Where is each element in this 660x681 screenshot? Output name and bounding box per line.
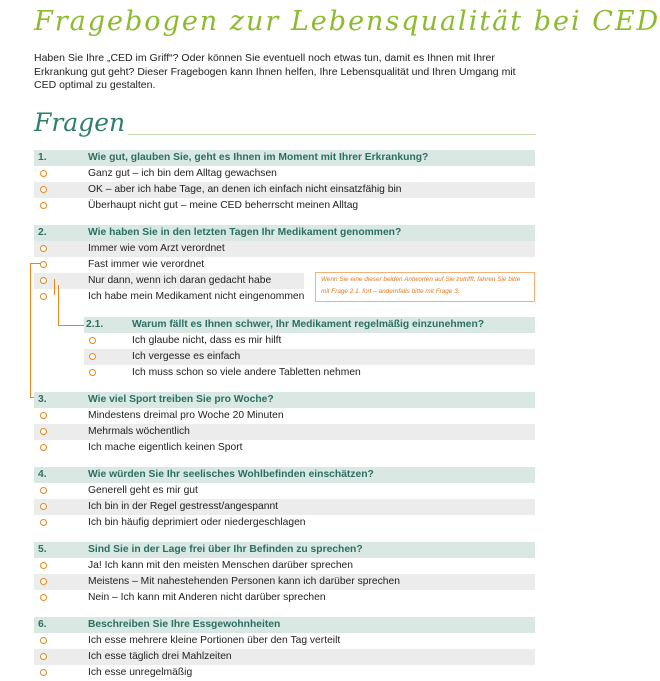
- answer-label: Ich esse mehrere kleine Portionen über den Tag verteilt: [88, 635, 341, 646]
- answer-label: Ich mache eigentlich keinen Sport: [88, 442, 243, 453]
- question-header: [34, 617, 535, 633]
- question-header: [34, 467, 535, 483]
- answer-label: Ich esse täglich drei Mahlzeiten: [88, 651, 232, 662]
- answer-option[interactable]: [34, 483, 535, 499]
- radio-bullet-icon[interactable]: [40, 594, 47, 601]
- answer-option[interactable]: [34, 257, 535, 273]
- radio-bullet-icon[interactable]: [40, 669, 47, 676]
- bracket-connector: [46, 279, 55, 295]
- answer-label: Ja! Ich kann mit den meisten Menschen darüber sprechen: [88, 560, 354, 571]
- radio-bullet-icon[interactable]: [40, 653, 47, 660]
- answer-option[interactable]: [34, 408, 535, 424]
- answer-option[interactable]: [34, 424, 535, 440]
- radio-bullet-icon[interactable]: [40, 202, 47, 209]
- answer-label: Ich bin häufig deprimiert oder niedergeschlagen: [88, 517, 306, 528]
- answer-option[interactable]: [34, 241, 535, 257]
- question-4: [34, 467, 535, 531]
- answer-option[interactable]: [34, 633, 535, 649]
- answer-option[interactable]: [34, 440, 535, 456]
- answer-label: Mehrmals wöchentlich: [88, 426, 190, 437]
- question-6: [34, 617, 535, 678]
- answer-option[interactable]: [34, 649, 535, 665]
- question-3: [34, 392, 535, 456]
- question-text: Wie würden Sie Ihr seelisches Wohlbefinden einschätzen?: [88, 469, 374, 480]
- question-number: 6.: [38, 619, 47, 630]
- question-header: [84, 317, 535, 333]
- section-heading: Fragen: [34, 108, 126, 137]
- question-header: [34, 225, 535, 241]
- bracket-to-question-2-1: [58, 285, 85, 326]
- answer-label: Ich bin in der Regel gestresst/angespannt: [88, 501, 279, 512]
- question-text: Warum fällt es Ihnen schwer, Ihr Medikament regelmäßig einzunehmen?: [132, 319, 485, 330]
- question-text: Wie haben Sie in den letzten Tagen Ihr Medikament genommen?: [88, 227, 402, 238]
- radio-bullet-icon[interactable]: [89, 337, 96, 344]
- question-text: Sind Sie in der Lage frei über Ihr Befinden zu sprechen?: [88, 544, 363, 555]
- answer-label: Ich muss schon so viele andere Tabletten nehmen: [132, 367, 361, 378]
- radio-bullet-icon[interactable]: [40, 503, 47, 510]
- instruction-note: Wenn Sie eine dieser beiden Antworten auf Sie zutrifft, fahren Sie bitte mit Frage 2.1. fort – andernfalls bitte mit Frage 3.: [315, 272, 535, 302]
- question-text: Wie viel Sport treiben Sie pro Woche?: [88, 394, 274, 405]
- answer-label: Fast immer wie verordnet: [88, 259, 205, 270]
- answer-option[interactable]: [34, 499, 535, 515]
- page-title: Fragebogen zur Lebensqualität bei CED: [34, 6, 660, 37]
- answer-option[interactable]: [34, 182, 535, 198]
- bracket-to-question-3: [30, 263, 41, 398]
- question-header: [34, 392, 535, 408]
- answer-option[interactable]: [34, 574, 535, 590]
- radio-bullet-icon[interactable]: [89, 353, 96, 360]
- question-2-1: [84, 317, 535, 381]
- intro-text: Haben Sie Ihre „CED im Griff“? Oder können Sie eventuell noch etwas tun, damit es Ihnen mit Ihrer Erkrankung gut geht? Dieser Fragebogen kann Ihnen helfen, Ihre Lebensqualität und Ihren Umgang mit CED optimal zu gestalten.: [34, 52, 516, 91]
- question-number: 1.: [38, 152, 47, 163]
- radio-bullet-icon[interactable]: [40, 186, 47, 193]
- question-header: [34, 542, 535, 558]
- answer-label: Mindestens dreimal pro Woche 20 Minuten: [88, 410, 284, 421]
- radio-bullet-icon[interactable]: [40, 562, 47, 569]
- answer-label: Nur dann, wenn ich daran gedacht habe: [88, 275, 272, 286]
- answer-label: Nein – Ich kann mit Anderen nicht darüber sprechen: [88, 592, 326, 603]
- radio-bullet-icon[interactable]: [40, 444, 47, 451]
- radio-bullet-icon[interactable]: [40, 487, 47, 494]
- answer-label: Überhaupt nicht gut – meine CED beherrscht meinen Alltag: [88, 200, 359, 211]
- radio-bullet-icon[interactable]: [40, 519, 47, 526]
- question-number: 3.: [38, 394, 47, 405]
- question-number: 2.: [38, 227, 47, 238]
- question-text: Wie gut, glauben Sie, geht es Ihnen im Moment mit Ihrer Erkrankung?: [88, 152, 429, 163]
- question-header: [34, 150, 535, 166]
- answer-label: Generell geht es mir gut: [88, 485, 198, 496]
- question-number: 2.1.: [86, 319, 104, 330]
- question-5: [34, 542, 535, 606]
- question-1: [34, 150, 535, 214]
- answer-option[interactable]: [84, 349, 535, 365]
- answer-option[interactable]: [34, 198, 535, 214]
- answer-option[interactable]: [34, 665, 535, 678]
- radio-bullet-icon[interactable]: [40, 245, 47, 252]
- answer-label: Ich habe mein Medikament nicht eingenommen: [88, 291, 305, 302]
- answer-option[interactable]: [84, 333, 535, 349]
- radio-bullet-icon[interactable]: [40, 170, 47, 177]
- answer-label: Ganz gut – ich bin dem Alltag gewachsen: [88, 168, 277, 179]
- answer-label: Ich glaube nicht, dass es mir hilft: [132, 335, 282, 346]
- answer-option[interactable]: [34, 515, 535, 531]
- answer-option[interactable]: [34, 166, 535, 182]
- question-number: 5.: [38, 544, 47, 555]
- answer-label: Immer wie vom Arzt verordnet: [88, 243, 225, 254]
- radio-bullet-icon[interactable]: [40, 428, 47, 435]
- answer-label: Meistens – Mit nahestehenden Personen kann ich darüber sprechen: [88, 576, 400, 587]
- radio-bullet-icon[interactable]: [40, 578, 47, 585]
- question-text: Beschreiben Sie Ihre Essgewohnheiten: [88, 619, 281, 630]
- answer-label: Ich esse unregelmäßig: [88, 667, 193, 678]
- radio-bullet-icon[interactable]: [40, 637, 47, 644]
- question-number: 4.: [38, 469, 47, 480]
- answer-option[interactable]: [34, 590, 535, 606]
- radio-bullet-icon[interactable]: [89, 369, 96, 376]
- answer-option[interactable]: [34, 558, 535, 574]
- answer-option[interactable]: [84, 365, 535, 381]
- answer-label: Ich vergesse es einfach: [132, 351, 241, 362]
- radio-bullet-icon[interactable]: [40, 261, 47, 268]
- section-divider: [128, 134, 536, 135]
- answer-label: OK – aber ich habe Tage, an denen ich einfach nicht einsatzfähig bin: [88, 184, 402, 195]
- radio-bullet-icon[interactable]: [40, 412, 47, 419]
